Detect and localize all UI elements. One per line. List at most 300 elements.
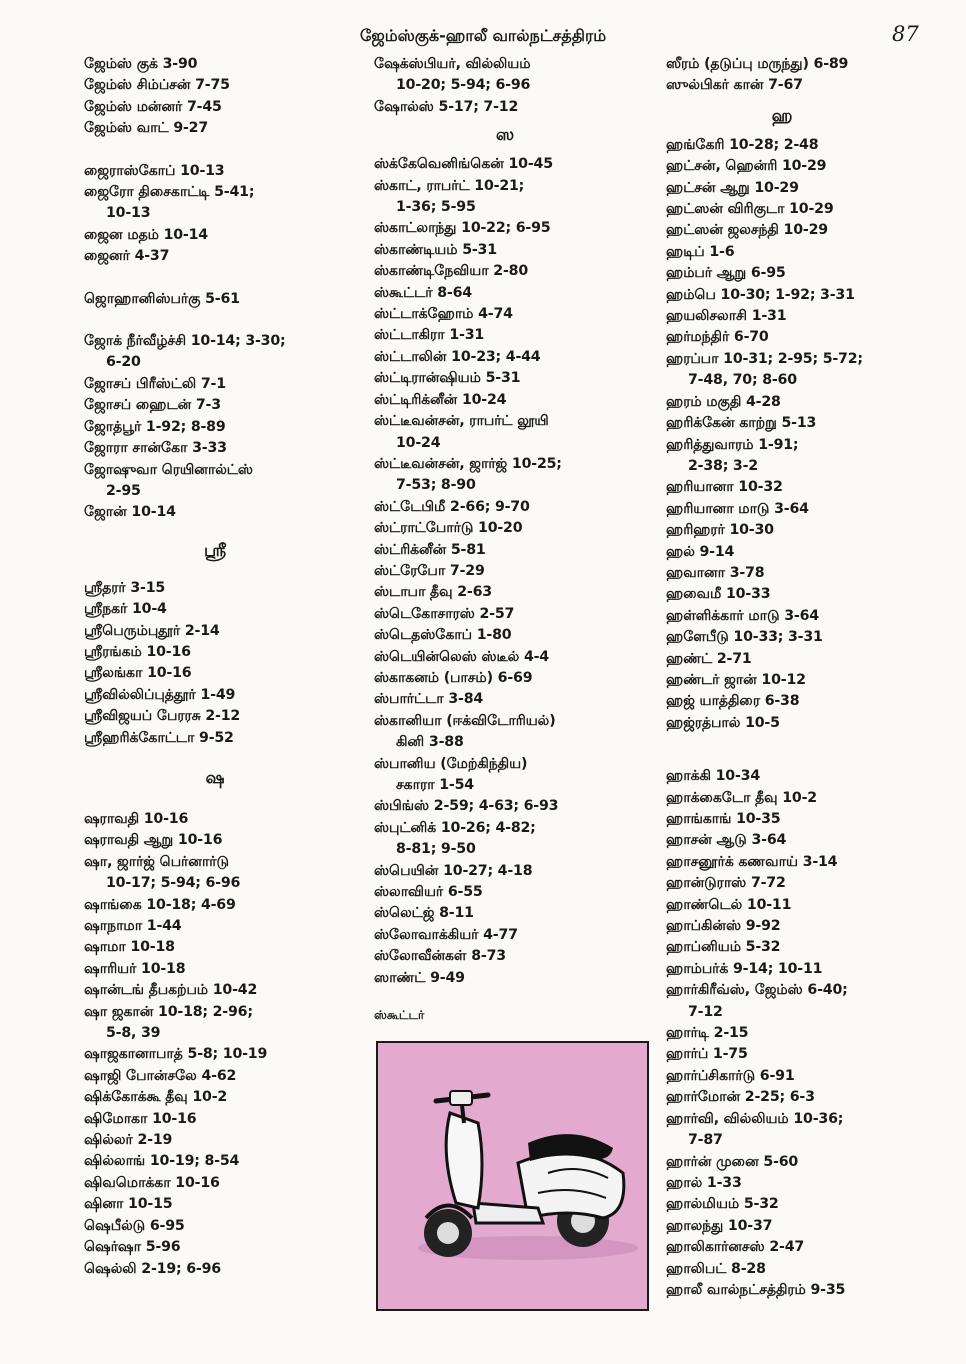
index-entry: [666, 830, 961, 851]
index-entry: [666, 873, 961, 894]
index-entry-text: ஜேம்ஸ் மன்னர் 7-45: [84, 98, 222, 115]
index-entry-text: ஸ்பிங்ஸ் 2-59; 4-63; 6-93: [374, 798, 559, 815]
index-entry-continuation: சகாரா 1-54: [396, 777, 474, 793]
index-entry-text: ஹால்மியம் 5-32: [666, 1196, 779, 1213]
index-entry: [374, 368, 659, 389]
index-entry-text: ஸ்டெகோசாரஸ் 2-57: [374, 605, 515, 622]
index-entry-text: ஷராவதி 10-16: [84, 810, 189, 827]
index-entry-text: ஸ்ரீஹரிக்கோட்டா 9-52: [84, 729, 234, 746]
index-entry-text: ஸ்ட்டாகிரா 1-31: [374, 327, 485, 344]
index-entry: [374, 347, 659, 368]
index-entry-continuation: 8-81; 9-50: [396, 841, 476, 858]
index-entry-text: ஷாஜி போன்சலே 4-62: [84, 1067, 237, 1084]
index-entry: [374, 283, 659, 304]
index-entry: [374, 903, 659, 924]
index-entry: [84, 438, 354, 459]
index-entry-text: ஸ்லோவாக்கியர் 4-77: [374, 926, 518, 943]
index-entry-text: ஜோசப் ஹைடன் 7-3: [84, 397, 221, 414]
index-entry-text: ஹார்மோன் 2-25; 6-3: [666, 1089, 815, 1106]
index-entry: [84, 502, 354, 523]
section-letter-ha: ஹ: [771, 105, 793, 126]
index-entry: [374, 304, 659, 325]
index-entry-text: ஷாங்கை 10-18; 4-69: [84, 896, 236, 913]
index-entry-text: ஸ்டாபா தீவு 2-63: [374, 584, 492, 601]
index-entry: [84, 1044, 354, 1065]
index-entry: [84, 809, 354, 830]
index-column-1: [84, 54, 354, 1280]
index-entry: [374, 604, 659, 625]
index-entry-text: ஹாம்பர்க் 9-14; 10-11: [666, 960, 823, 977]
entry-group: [84, 161, 354, 268]
index-entry-text: ஹவானா 3-78: [666, 564, 765, 581]
index-entry: [84, 1151, 354, 1172]
index-entry-text: ஹம்பர் ஆறு 6-95: [666, 265, 786, 282]
index-entry: [666, 1066, 961, 1087]
index-entry: [666, 809, 961, 830]
index-entry-text: ஸ்பார்ட்டா 3-84: [374, 691, 484, 708]
index-entry-text: ஹட்சன் ஆறு 10-29: [666, 179, 799, 196]
index-entry-continuation: 2-95: [106, 482, 141, 499]
index-entry-text: ஸ்ட்ரிக்னீன் 5-81: [374, 541, 486, 558]
index-entry-continuation: கினி 3-88: [396, 734, 464, 751]
index-entry-text: ஹஜ்ரத்பால் 10-5: [666, 714, 780, 731]
index-entry: [666, 1152, 961, 1173]
index-entry: [666, 75, 961, 96]
index-entry: [666, 306, 961, 327]
running-title: ஜேம்ஸ்குக்-ஹாலீ வால்நட்சத்திரம்: [360, 26, 607, 45]
index-entry-text: ஹாலீ வால்நட்சத்திரம் 9-35: [666, 1281, 846, 1298]
index-entry-text: ஹான்டுராஸ் 7-72: [666, 875, 786, 892]
entry-group: [666, 54, 961, 97]
index-entry: [84, 959, 354, 980]
index-entry-text: ஸ்பானிய (மேற்கிந்திய): [374, 755, 528, 772]
index-entry: [666, 1194, 961, 1215]
index-entry: [374, 968, 659, 989]
index-entry: [666, 263, 961, 284]
index-entry: [666, 1237, 961, 1258]
index-entry: [374, 54, 659, 97]
index-entry: [666, 1044, 961, 1065]
index-entry-text: ஷெல்லி 2-19; 6-96: [84, 1260, 221, 1277]
index-entry: [84, 182, 354, 225]
index-entry: [666, 1173, 961, 1194]
index-entry: [84, 895, 354, 916]
index-entry: [666, 916, 961, 937]
index-entry-text: ஜேம்ஸ் சிம்ப்சன் 7-75: [84, 77, 230, 94]
index-entry: [84, 663, 354, 684]
index-entry-text: ஸ்ட்டாலின் 10-23; 4-44: [374, 348, 541, 365]
entry-group: [374, 54, 659, 118]
index-entry-text: ஷில்லாங் 10-19; 8-54: [84, 1153, 240, 1170]
index-entry-text: ஹாசன் ஆடு 3-64: [666, 832, 787, 849]
index-entry-text: ஸ்ட்ராட்போர்டு 10-20: [374, 520, 523, 537]
index-entry-text: ஹால் 1-33: [666, 1174, 742, 1191]
index-entry-text: ஜோசப் பிரீஸ்ட்லி 7-1: [84, 375, 226, 392]
index-entry-text: ஸ்கூட்டர் 8-64: [374, 284, 472, 301]
index-entry: [666, 327, 961, 348]
index-entry: [84, 54, 354, 75]
index-entry-text: ஷில்லர் 2-19: [84, 1132, 173, 1149]
index-entry-text: ஷெர்ஷா 5-96: [84, 1239, 181, 1256]
entry-group: [84, 331, 354, 524]
index-entry: [666, 477, 961, 498]
scooter-drawing: [378, 1043, 647, 1309]
index-entry: [84, 578, 354, 599]
index-entry: [666, 435, 961, 478]
index-entry-text: ஷா, ஜார்ஜ் பெர்னார்டு: [84, 853, 229, 870]
index-entry: [374, 561, 659, 582]
index-entry-continuation: 5-8, 39: [106, 1025, 161, 1042]
index-entry: [84, 1109, 354, 1130]
index-entry: [84, 331, 354, 374]
index-entry: [666, 242, 961, 263]
index-entry: [374, 818, 659, 861]
index-entry-text: ஜோக் நீர்வீழ்ச்சி 10-14; 3-30;: [84, 333, 286, 350]
index-entry-text: ஹாக்கைடோ தீவு 10-2: [666, 789, 817, 806]
index-column-3: [666, 54, 961, 1301]
index-entry-text: ஸ்கானியா (ஈக்விடோரியல்): [374, 712, 556, 729]
index-entry: [84, 728, 354, 749]
index-entry: [84, 937, 354, 958]
index-entry-continuation: 1-36; 5-95: [396, 199, 476, 216]
index-entry-continuation: 2-38; 3-2: [688, 457, 758, 474]
figure-caption: ஸ்கூட்டர்: [374, 1008, 425, 1023]
index-entry-text: ஷாநாமா 1-44: [84, 918, 182, 934]
entry-group: [84, 809, 354, 1280]
index-entry: [666, 959, 961, 980]
index-entry: [374, 97, 659, 118]
index-entry-text: ஷாஜகானாபாத் 5-8; 10-19: [84, 1046, 268, 1063]
index-entry-text: ஹள்ளிக்கார் மாடு 3-64: [666, 607, 819, 624]
index-entry: [84, 1066, 354, 1087]
index-entry: [666, 627, 961, 648]
index-entry: [666, 980, 961, 1023]
index-entry-text: ஹட்ஸன் ஜலசந்தி 10-29: [666, 222, 828, 239]
index-entry: [666, 135, 961, 156]
entry-group: [374, 154, 659, 989]
index-entry-continuation: 6-20: [106, 354, 141, 371]
index-entry-continuation: 10-24: [396, 434, 441, 451]
index-entry-text: ஹரம் மகுதி 4-28: [666, 393, 781, 410]
index-entry-text: ஹவைமீ 10-33: [666, 586, 771, 603]
index-entry-text: ஸ்ரீபெரும்புதூர் 2-14: [84, 622, 220, 639]
index-entry: [84, 289, 354, 310]
index-entry-text: ஜைராஸ்கோப் 10-13: [84, 162, 225, 179]
index-entry: [374, 754, 659, 797]
index-entry-text: ஹரப்பா 10-31; 2-95; 5-72;: [666, 350, 863, 367]
index-entry: [666, 766, 961, 787]
index-entry: [84, 980, 354, 1001]
index-entry: [84, 1194, 354, 1215]
index-entry: [666, 713, 961, 734]
index-entry: [374, 925, 659, 946]
index-entry: [84, 246, 354, 267]
index-entry: [374, 582, 659, 603]
index-entry-text: ஹார்வி, வில்லியம் 10-36;: [666, 1110, 844, 1127]
index-entry-text: ஹார்ன் முனை 5-60: [666, 1153, 799, 1170]
index-entry: [374, 946, 659, 967]
index-entry-text: ஷான்டங் தீபகற்பம் 10-42: [84, 982, 258, 999]
index-entry-text: ஷராவதி ஆறு 10-16: [84, 832, 223, 849]
entry-group: [84, 578, 354, 749]
index-entry: [84, 830, 354, 851]
index-entry-text: ஹரிக்கேன் காற்று 5-13: [666, 415, 817, 432]
index-entry: [374, 454, 659, 497]
index-entry-text: ஹண்டர் ஜான் 10-12: [666, 671, 806, 688]
index-entry-continuation: 7-12: [688, 1003, 723, 1020]
index-entry-text: ஜைரோ திசைகாட்டி 5-41;: [84, 184, 255, 201]
scooter-illustration: [376, 1041, 649, 1311]
index-entry: [666, 392, 961, 413]
index-entry-text: ஹங்கேரி 10-28; 2-48: [666, 136, 819, 153]
index-column-2: [374, 54, 659, 1023]
index-entry-text: ஜோஷுவா ரெயினால்ட்ஸ்: [84, 461, 253, 478]
index-entry: [666, 852, 961, 873]
index-entry-text: ஹாசனூர்க் கணவாய் 3-14: [666, 853, 838, 870]
index-entry-continuation: 7-48, 70; 8-60: [688, 372, 797, 389]
index-entry: [374, 176, 659, 219]
index-entry-text: ஹரியானா 10-32: [666, 479, 783, 496]
index-entry-text: ஜோன் 10-14: [84, 504, 176, 521]
index-entry: [666, 349, 961, 392]
index-entry-text: ஜொஹானிஸ்பர்கு 5-61: [84, 290, 240, 307]
index-entry: [84, 1173, 354, 1194]
index-entry: [666, 220, 961, 241]
index-entry-text: ஸ்லெட்ஜ் 8-11: [374, 905, 474, 922]
index-entry-continuation: 7-87: [688, 1132, 723, 1149]
index-entry-text: ஹட்ஸன் விரிகுடா 10-29: [666, 201, 834, 218]
index-entry-text: ஹார்டி 2-15: [666, 1025, 749, 1042]
page-header: [0, 22, 966, 52]
index-entry-text: ஸ்ட்டிரிக்னீன் 10-24: [374, 391, 507, 408]
index-entry-text: ஹர்மந்திர் 6-70: [666, 329, 769, 346]
index-entry: [666, 520, 961, 541]
index-entry: [666, 178, 961, 199]
index-entry: [666, 606, 961, 627]
index-entry: [374, 518, 659, 539]
index-entry: [84, 417, 354, 438]
index-entry-text: ஷினா 10-15: [84, 1196, 173, 1213]
index-entry-text: ஷிக்கோக்கூ தீவு 10-2: [84, 1089, 228, 1106]
index-entry-text: ஸ்ட்டேபிமீ 2-66; 9-70: [374, 498, 530, 515]
entry-group: [84, 289, 354, 310]
index-entry: [374, 411, 659, 454]
index-entry: [666, 1087, 961, 1108]
index-entry: [374, 497, 659, 518]
section-letter-sha: ஷ: [205, 767, 225, 788]
index-entry: [374, 540, 659, 561]
index-entry: [374, 668, 659, 689]
index-entry: [84, 97, 354, 118]
index-entry: [84, 395, 354, 416]
index-entry: [84, 621, 354, 642]
index-entry-text: ஹாக்கி 10-34: [666, 768, 761, 785]
index-entry-text: ஸ்லோவீன்கள் 8-73: [374, 948, 506, 965]
index-entry: [666, 1023, 961, 1044]
index-entry-text: ஸ்ரீவிஜயப் பேரரசு 2-12: [84, 708, 241, 725]
index-entry: [84, 161, 354, 182]
index-entry: [666, 156, 961, 177]
index-entry: [84, 225, 354, 246]
index-entry: [84, 852, 354, 895]
index-entry-text: ஸ்க்கேவெனிங்கென் 10-45: [374, 156, 553, 173]
index-entry-text: ஷா ஜகான் 10-18; 2-96;: [84, 1003, 253, 1020]
index-entry-text: ஹரித்துவாரம் 1-91;: [666, 436, 799, 453]
index-entry: [374, 882, 659, 903]
index-entry-text: ஸ்பெயின் 10-27; 4-18: [374, 862, 533, 879]
index-entry-text: ஸ்ரீதரர் 3-15: [84, 579, 166, 596]
index-entry: [666, 1280, 961, 1301]
index-entry: [666, 413, 961, 434]
index-entry: [84, 706, 354, 727]
index-entry-text: ஹார்ப் 1-75: [666, 1046, 748, 1063]
index-entry: [84, 599, 354, 620]
index-entry-text: ஜோத்பூர் 1-92; 8-89: [84, 418, 226, 435]
index-entry-text: ஸ்காகனம் (பாசம்) 6-69: [374, 669, 533, 686]
index-entry-text: ஹண்ட் 2-71: [666, 650, 752, 667]
index-entry-text: ஸ்ட்ரேபோ 7-29: [374, 562, 485, 579]
index-entry: [374, 325, 659, 346]
index-entry: [666, 1259, 961, 1280]
index-entry-text: ஹயலிசலாசி 1-31: [666, 308, 787, 325]
index-entry-text: ஹட்சன், ஹென்ரி 10-29: [666, 158, 827, 175]
index-entry: [84, 642, 354, 663]
index-entry: [374, 390, 659, 411]
index-entry-text: ஷாமா 10-18: [84, 939, 175, 956]
index-entry: [84, 374, 354, 395]
entry-group: [666, 766, 961, 1301]
index-entry-text: ஹாலந்து 10-37: [666, 1217, 773, 1234]
index-entry: [666, 1109, 961, 1152]
index-entry-text: ஷேக்ஸ்பியர், வில்லியம்: [374, 56, 531, 72]
section-letter-sri: ஸ்ரீ: [203, 540, 227, 561]
index-entry: [84, 1002, 354, 1045]
index-entry-text: ஸுல்பிகர் கான் 7-67: [666, 77, 803, 94]
index-entry-continuation: 10-17; 5-94; 6-96: [106, 875, 241, 892]
index-entry: [374, 625, 659, 646]
index-entry: [374, 711, 659, 754]
index-entry: [666, 54, 961, 75]
index-entry-text: ஷாரியர் 10-18: [84, 960, 186, 977]
index-entry: [84, 1237, 354, 1258]
index-entry-text: ஹாலிபட் 8-28: [666, 1260, 766, 1277]
index-entry-text: ஷோல்ஸ் 5-17; 7-12: [374, 98, 519, 115]
index-entry-text: ஸ்ட்டிரான்ஷியம் 5-31: [374, 370, 521, 387]
index-entry: [374, 647, 659, 668]
index-entry-text: ஸ்டெதஸ்கோப் 1-80: [374, 627, 512, 644]
index-entry-text: ஸ்ரீவில்லிப்புத்தூர் 1-49: [84, 686, 236, 703]
index-entry-text: ஸ்காண்டிநேவியா 2-80: [374, 263, 529, 280]
index-entry-text: ஸ்ட்டாக்ஹோம் 4-74: [374, 306, 513, 323]
index-entry-text: ஸ்ட்டீவன்சன், ஜார்ஜ் 10-25;: [374, 455, 562, 472]
index-entry-text: ஹளேபீடு 10-33; 3-31: [666, 629, 823, 646]
index-entry-text: ஷெபீல்டு 6-95: [84, 1217, 185, 1234]
index-entry-text: ஜோரா சான்கோ 3-33: [84, 440, 227, 457]
index-entry: [666, 584, 961, 605]
index-entry: [84, 75, 354, 96]
index-entry: [374, 796, 659, 817]
index-entry-continuation: 10-13: [106, 205, 151, 222]
index-entry-text: ஸ்புட்னிக் 10-26; 4-82;: [374, 819, 536, 836]
entry-group: [666, 135, 961, 734]
index-entry-text: ஸ்ட்டீவன்சன், ராபர்ட் லூயி: [374, 413, 549, 430]
index-entry-text: ஹாலிகார்னசஸ் 2-47: [666, 1239, 805, 1256]
index-entry-text: ஸ்காண்டியம் 5-31: [374, 241, 497, 258]
index-entry-text: ஹாப்கின்ஸ் 9-92: [666, 918, 781, 935]
index-entry: [666, 542, 961, 563]
index-entry: [84, 1087, 354, 1108]
index-entry-text: ஸாண்ட் 9-49: [374, 969, 465, 986]
index-entry: [666, 285, 961, 306]
index-entry-text: ஸ்லாவியர் 6-55: [374, 884, 483, 901]
index-entry: [374, 689, 659, 710]
index-entry: [84, 1259, 354, 1280]
index-entry-text: ஹடிப் 1-6: [666, 243, 735, 260]
index-entry-continuation: 7-53; 8-90: [396, 477, 476, 494]
index-entry: [666, 937, 961, 958]
page-number: 87: [892, 22, 919, 46]
index-entry: [666, 199, 961, 220]
index-entry: [84, 1216, 354, 1237]
entry-group: [84, 54, 354, 140]
index-entry: [84, 118, 354, 139]
index-entry-text: ஜைன மதம் 10-14: [84, 226, 208, 243]
index-entry-text: ஸ்ரீலங்கா 10-16: [84, 665, 192, 682]
index-entry-text: ஜைனர் 4-37: [84, 248, 170, 265]
index-entry-text: ஜேம்ஸ் குக் 3-90: [84, 56, 198, 72]
index-entry: [666, 788, 961, 809]
index-entry: [374, 861, 659, 882]
index-entry: [666, 691, 961, 712]
index-entry-text: ஸ்டெயின்லெஸ் ஸ்டீல் 4-4: [374, 648, 549, 665]
index-entry-text: ஸ்காட்லாந்து 10-22; 6-95: [374, 220, 551, 237]
index-entry-text: ஸீரம் (தடுப்பு மருந்து) 6-89: [666, 56, 849, 72]
index-entry-text: ஸ்காட், ராபர்ட் 10-21;: [374, 177, 525, 194]
index-entry-text: ஹஜ் யாத்திரை 6-38: [666, 693, 800, 710]
index-entry-text: ஹரியானா மாடு 3-64: [666, 500, 809, 517]
index-entry: [84, 685, 354, 706]
index-entry: [666, 649, 961, 670]
index-entry: [666, 670, 961, 691]
index-entry-text: ஷிவமொக்கா 10-16: [84, 1174, 220, 1191]
index-entry-text: ஹரிஹரர் 10-30: [666, 522, 774, 539]
index-entry: [84, 1130, 354, 1151]
index-entry-text: ஜேம்ஸ் வாட் 9-27: [84, 120, 209, 137]
index-entry-text: ஸ்ரீநகர் 10-4: [84, 601, 167, 618]
index-entry-text: ஹாண்டெல் 10-11: [666, 896, 792, 913]
index-entry: [666, 1216, 961, 1237]
index-entry-text: ஹார்கிரீவ்ஸ், ஜேம்ஸ் 6-40;: [666, 982, 848, 999]
index-entry: [84, 916, 354, 937]
index-entry-text: ஷிமோகா 10-16: [84, 1110, 197, 1127]
section-letter-sa: ஸ: [495, 125, 515, 146]
index-entry-text: ஹம்பெ 10-30; 1-92; 3-31: [666, 286, 855, 303]
index-entry-text: ஹாப்னியம் 5-32: [666, 939, 781, 956]
index-entry: [374, 240, 659, 261]
index-entry-text: ஹார்ப்சிகார்டு 6-91: [666, 1067, 795, 1084]
index-entry: [666, 499, 961, 520]
index-entry-continuation: 10-20; 5-94; 6-96: [396, 77, 531, 94]
index-entry: [666, 895, 961, 916]
index-entry: [666, 563, 961, 584]
index-entry-text: ஹல் 9-14: [666, 543, 735, 560]
index-entry-text: ஸ்ரீரங்கம் 10-16: [84, 643, 191, 660]
index-entry-text: ஹாங்காங் 10-35: [666, 811, 781, 827]
index-entry: [374, 218, 659, 239]
index-entry: [374, 154, 659, 175]
index-entry: [374, 261, 659, 282]
index-entry: [84, 460, 354, 503]
